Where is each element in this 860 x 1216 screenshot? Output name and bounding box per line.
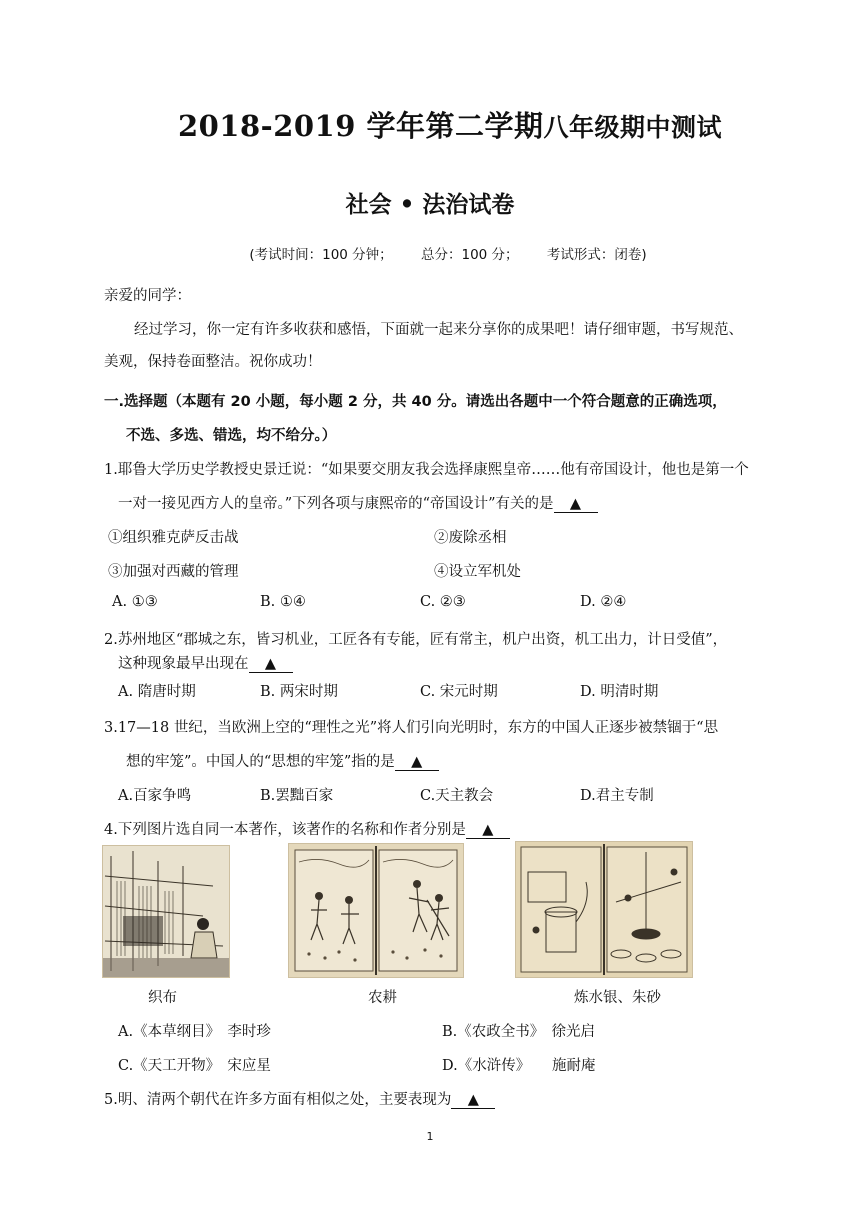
q4-option-d: D.《水浒传》 施耐庵: [442, 1058, 596, 1074]
q1-item-4: ④设立军机处: [434, 564, 521, 580]
q1-stem-line-2: 一对一接见西方人的皇帝。”下列各项与康熙帝的“帝国设计”有关的是 ▲: [118, 492, 598, 513]
q4-stem: 4.下列图片选自同一本著作，该著作的名称和作者分别是 ▲: [104, 818, 510, 839]
caption-mercury-cinnabar: 炼水银、朱砂: [574, 990, 661, 1006]
caption-farming: 农耕: [368, 990, 397, 1006]
exam-form: 考试形式：闭卷): [546, 247, 647, 263]
greeting: 亲爱的同学：: [104, 288, 191, 304]
q1-item-3: ③加强对西藏的管理: [108, 564, 239, 580]
exam-time: (考试时间：100 分钟；: [249, 247, 393, 263]
q1-option-c: C. ②③: [420, 594, 466, 610]
weaving-loom-illustration: [102, 845, 230, 978]
farming-drawing-icon: [289, 844, 463, 977]
section-heading-line-1: 一.选择题（本题有 20 小题，每小题 2 分，共 40 分。请选出各题中一个符合题意的正确选项，: [104, 394, 727, 410]
answer-blank: ▲: [395, 754, 439, 771]
q2-stem-line-1: 2.苏州地区“郡城之东，皆习机业，工匠各有专能，匠有常主，机户出资，机工出力，计日受值”，: [104, 632, 728, 648]
exam-info: [0, 243, 860, 263]
q3-stem-line-2: 想的牢笼”。中国人的“思想的牢笼”指的是 ▲: [126, 750, 439, 771]
q1-item-2: ②废除丞相: [434, 530, 507, 546]
q1-option-d: D. ②④: [580, 594, 627, 610]
caption-weaving: 织布: [148, 990, 177, 1006]
answer-blank: ▲: [466, 822, 510, 839]
total-score: 总分：100 分；: [420, 247, 519, 263]
mercury-drawing-icon: [516, 842, 692, 977]
exam-subtitle: 社会 • 法治试卷: [345, 191, 515, 218]
q1-option-b: B. ①④: [260, 594, 306, 610]
q5-stem: 5.明、清两个朝代在许多方面有相似之处，主要表现为 ▲: [104, 1088, 495, 1109]
intro-line-2: 美观，保持卷面整洁。祝你成功！: [104, 354, 322, 370]
answer-blank: ▲: [554, 496, 598, 513]
q4-option-b: B.《农政全书》 徐光启: [442, 1024, 596, 1040]
answer-blank: ▲: [249, 656, 293, 673]
q2-option-b: B. 两宋时期: [260, 684, 338, 700]
intro-line-1: 经过学习，你一定有许多收获和感悟，下面就一起来分享你的成果吧！请仔细审题，书写规范、: [134, 322, 743, 338]
page-number: 1: [426, 1130, 434, 1143]
q2-option-d: D. 明清时期: [580, 684, 659, 700]
q1-item-1: ①组织雅克萨反击战: [108, 530, 239, 546]
q3-option-c: C.天主教会: [420, 788, 494, 804]
q4-option-a: A.《本草纲目》 李时珍: [118, 1024, 271, 1040]
q2-stem-line-2: 这种现象最早出现在 ▲: [118, 652, 293, 673]
q3-option-b: B.罢黜百家: [260, 788, 334, 804]
answer-blank: ▲: [451, 1092, 495, 1109]
q4-option-c: C.《天工开物》 宋应星: [118, 1058, 271, 1074]
q1-stem-line-1: 1.耶鲁大学历史学教授史景迁说：“如果要交朋友我会选择康熙皇帝……他有帝国设计，他也是第一个: [104, 462, 749, 478]
q3-stem-line-1: 3.17—18 世纪，当欧洲上空的“理性之光”将人们引向光明时，东方的中国人正逐步被禁锢于“思: [104, 720, 719, 736]
q1-option-a: A. ①③: [112, 594, 158, 610]
mercury-cinnabar-illustration: [515, 841, 693, 978]
q3-option-d: D.君主专制: [580, 788, 654, 804]
section-heading-line-2: 不选、多选、错选，均不给分。）: [126, 428, 337, 444]
farming-book-illustration: [288, 843, 464, 978]
q2-option-a: A. 隋唐时期: [118, 684, 196, 700]
q2-option-c: C. 宋元时期: [420, 684, 498, 700]
exam-title: 2018-2019 学年第二学期八年级期中测试: [177, 109, 723, 143]
q3-option-a: A.百家争鸣: [118, 788, 192, 804]
loom-drawing-icon: [103, 846, 229, 977]
